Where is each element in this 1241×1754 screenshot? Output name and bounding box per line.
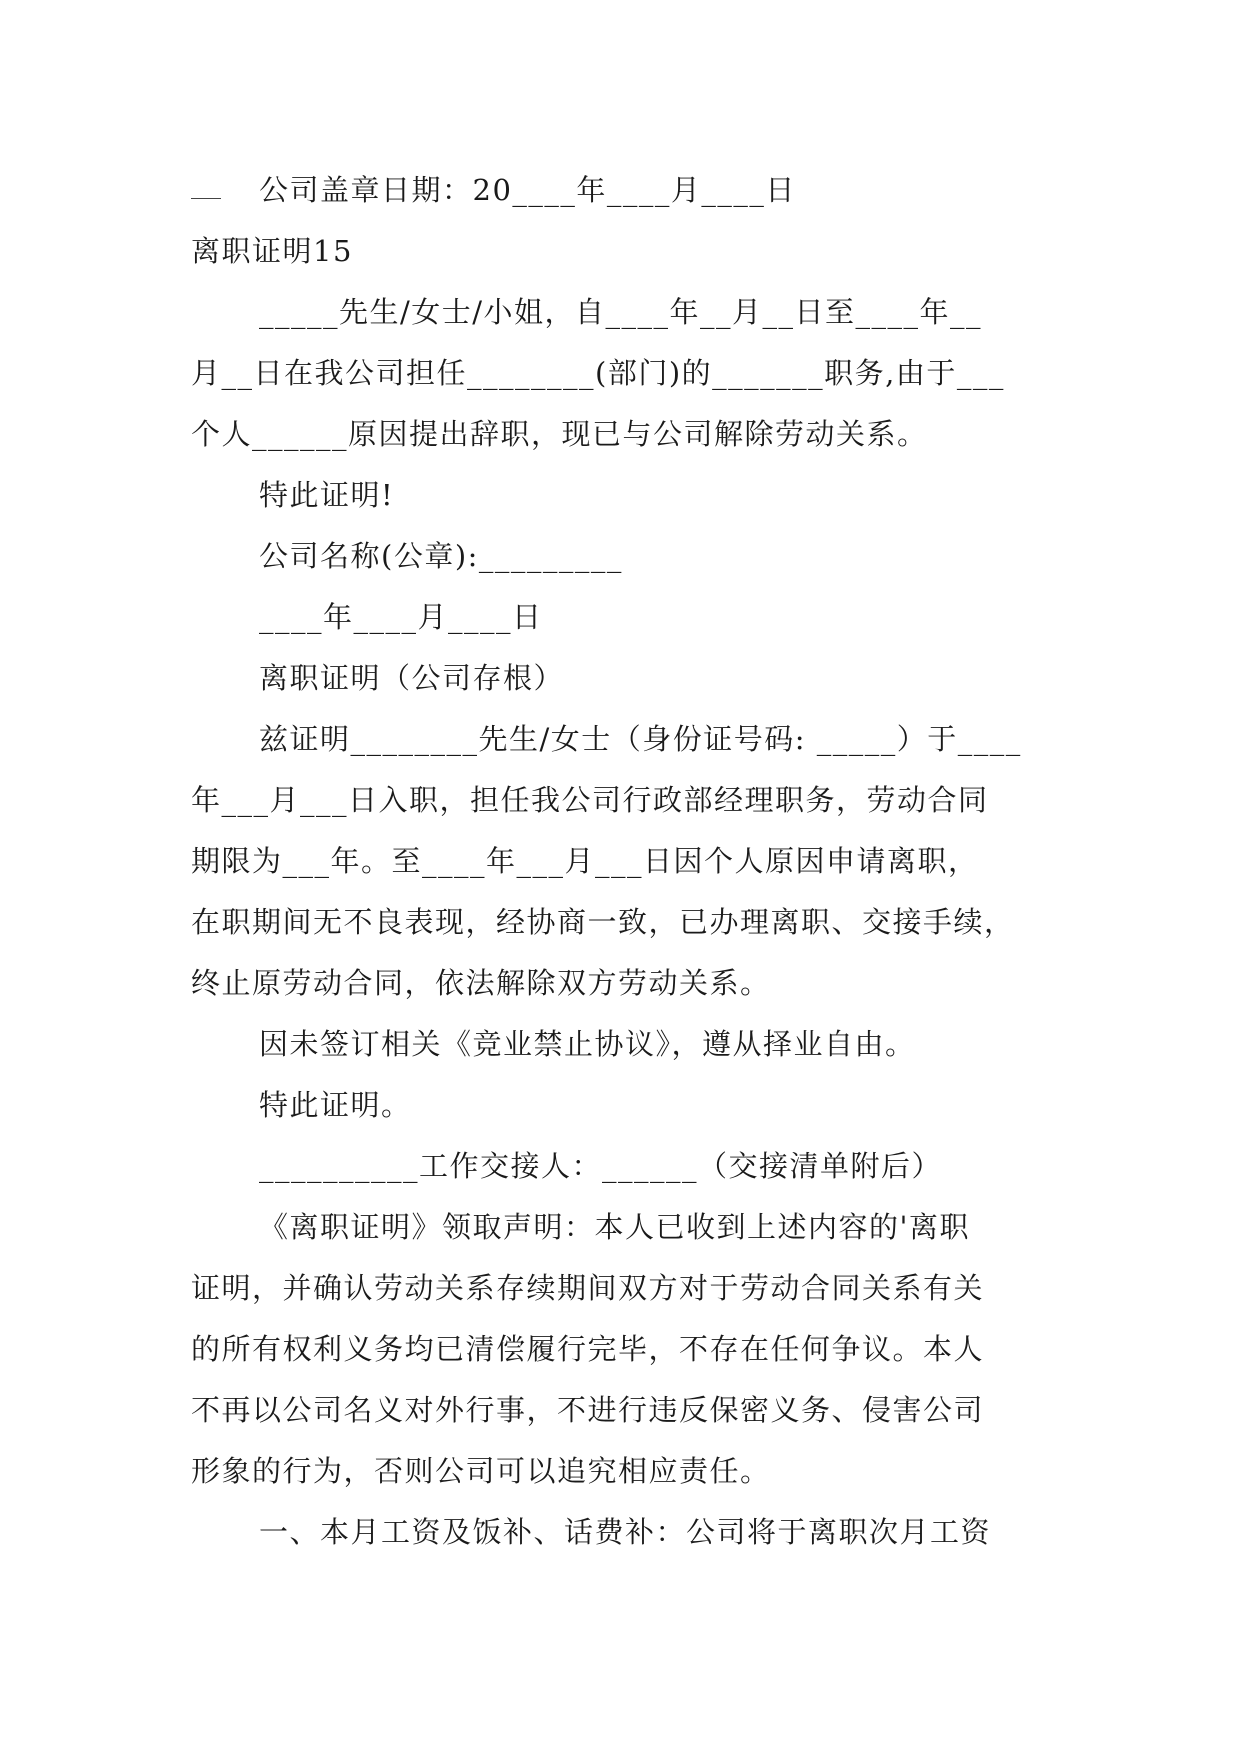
certify-line: 特此证明。 <box>259 1088 412 1122</box>
salary-clause-line: 一、本月工资及饭补、话费补：公司将于离职次月工资 <box>259 1515 992 1549</box>
certify-line: 特此证明! <box>259 478 395 512</box>
body-line: 月__日在我公司担任________(部门)的_______职务,由于___ <box>191 356 1005 390</box>
body-line: 个人______原因提出辞职，现已与公司解除劳动关系。 <box>191 417 928 451</box>
body-line: 在职期间无不良表现，经协商一致，已办理离职、交接手续， <box>191 905 1015 939</box>
date-line: ____年____月____日 <box>259 600 543 634</box>
company-seal-date-line: 公司盖章日期：20____年____月____日 <box>259 173 796 207</box>
document-body <box>191 160 1051 1563</box>
body-line: 因未签订相关《竞业禁止协议》，遵从择业自由。 <box>259 1027 916 1061</box>
statement-line: 形象的行为，否则公司可以追究相应责任。 <box>191 1454 771 1488</box>
body-line: 年___月___日入职，担任我公司行政部经理职务，劳动合同 <box>191 783 989 817</box>
handover-line: __________工作交接人：______（交接清单附后） <box>259 1149 943 1183</box>
body-line: 兹证明________先生/女士（身份证号码: _____）于____ <box>259 722 1022 756</box>
statement-line: 《离职证明》领取声明：本人已收到上述内容的'离职 <box>259 1210 970 1244</box>
statement-line: 证明，并确认劳动关系存续期间双方对于劳动合同关系有关 <box>191 1271 985 1305</box>
statement-line: 不再以公司名义对外行事，不进行违反保密义务、侵害公司 <box>191 1393 985 1427</box>
company-name-line: 公司名称(公章):_________ <box>259 539 623 573</box>
body-line: 终止原劳动合同，依法解除双方劳动关系。 <box>191 966 771 1000</box>
body-line: 期限为___年。至____年___月___日因个人原因申请离职， <box>191 844 979 878</box>
section-title-line: 离职证明15 <box>191 234 353 268</box>
body-line: _____先生/女士/小姐，自____年__月__日至____年__ <box>259 295 983 329</box>
stub-title-line: 离职证明（公司存根） <box>259 661 565 695</box>
statement-line: 的所有权利义务均已清偿履行完毕，不存在任何争议。本人 <box>191 1332 985 1366</box>
